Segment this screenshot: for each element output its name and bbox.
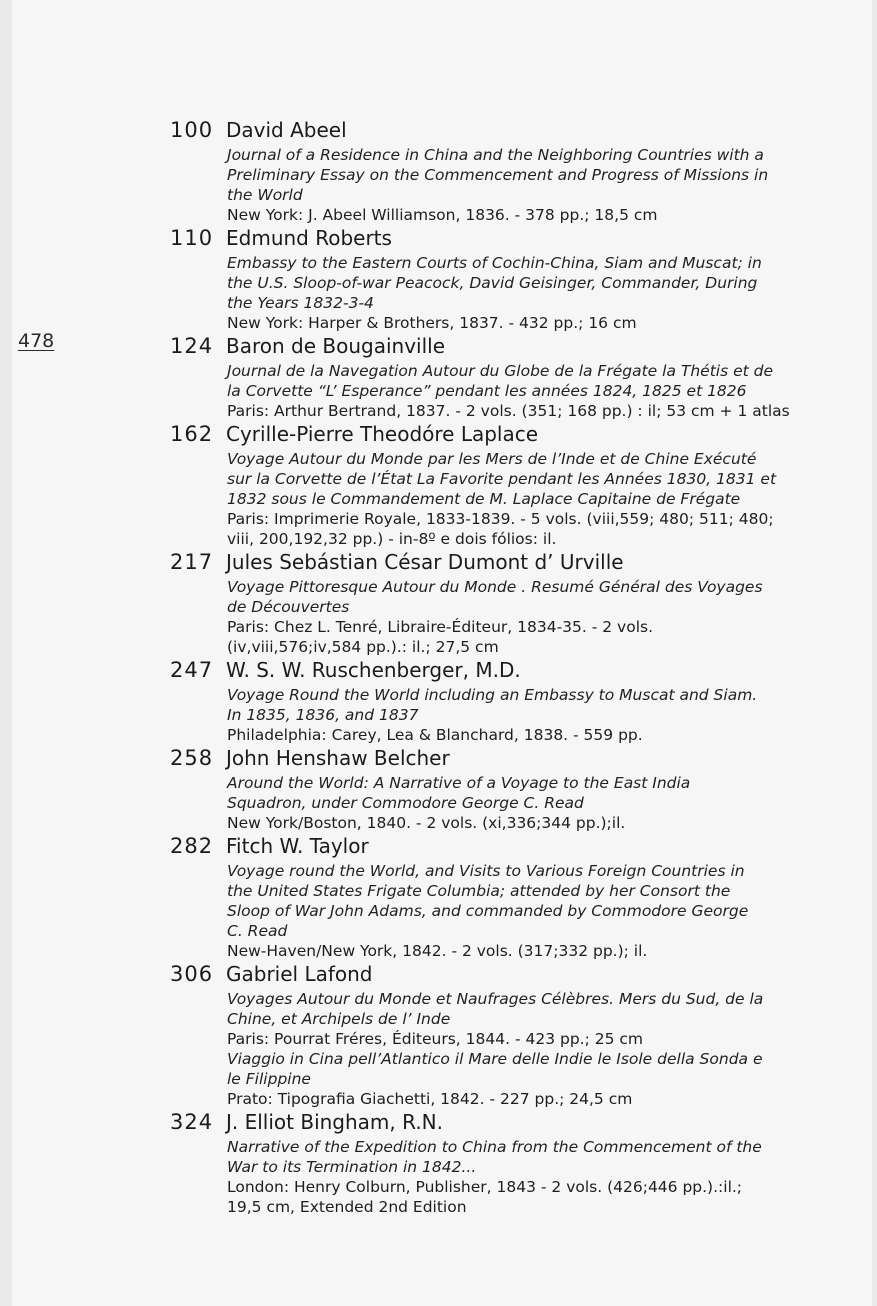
entry-heading bbox=[170, 550, 830, 577]
entry-heading bbox=[170, 226, 830, 253]
catalog-page bbox=[12, 0, 872, 1306]
entry-number: 124 bbox=[170, 334, 214, 358]
entry-number: 247 bbox=[170, 658, 214, 682]
entry-title: Voyages Autour du Monde et Naufrages Célèbres. Mers du Sud, de la Chine, et Archipels de l’ Inde bbox=[227, 990, 764, 1028]
entry-title: Around the World: A Narrative of a Voyage to the East India Squadron, under Commodore George C. Read bbox=[227, 774, 691, 812]
entry-heading bbox=[170, 962, 830, 989]
entry-heading bbox=[170, 658, 830, 685]
entry-title: Embassy to the Eastern Courts of Cochin-China, Siam and Muscat; in the U.S. Sloop-of-war Peacock, David Geisinger, Commander, During the Years 1832-3-4 bbox=[227, 254, 762, 312]
entry-author: J. Elliot Bingham, R.N. bbox=[226, 1110, 443, 1134]
catalog-entry bbox=[170, 118, 830, 225]
entry-author: W. S. W. Ruschenberger, M.D. bbox=[226, 658, 521, 682]
entry-number: 282 bbox=[170, 834, 214, 858]
entry-heading bbox=[170, 118, 830, 145]
entry-number: 110 bbox=[170, 226, 214, 250]
catalog-entry bbox=[170, 550, 830, 657]
catalog-entry bbox=[170, 658, 830, 745]
entry-imprint: New York/Boston, 1840. - 2 vols. (xi,336;344 pp.);il. bbox=[227, 814, 626, 832]
catalog-entry-list bbox=[170, 118, 830, 1218]
entry-title: Journal de la Navegation Autour du Globe de la Frégate la Thétis et de la Corvette “L’ Esperance” pendant les années 1824, 1825 et 1826 bbox=[227, 362, 773, 400]
entry-author: Jules Sebástian César Dumont d’ Urville bbox=[226, 550, 624, 574]
entry-body bbox=[227, 449, 830, 549]
entry-number: 258 bbox=[170, 746, 214, 770]
entry-body bbox=[227, 861, 830, 961]
entry-heading bbox=[170, 334, 830, 361]
entry-imprint: Paris: Chez L. Tenré, Libraire-Éditeur, 1834-35. - 2 vols. (iv,viii,576;iv,584 pp.).: il.; 27,5 cm bbox=[227, 618, 654, 656]
entry-title: Voyage Autour du Monde par les Mers de l’Inde et de Chine Exécuté sur la Corvette de l’État La Favorite pendant les Années 1830, 1831 et 1832 sous le Commandement de M. Laplace Capitaine de Frégate bbox=[227, 450, 777, 508]
catalog-entry bbox=[170, 746, 830, 833]
entry-body bbox=[227, 361, 830, 421]
entry-number: 306 bbox=[170, 962, 214, 986]
entry-author: Gabriel Lafond bbox=[226, 962, 373, 986]
entry-body bbox=[227, 145, 830, 225]
entry-heading bbox=[170, 834, 830, 861]
page-number: 478 bbox=[18, 330, 55, 352]
entry-number: 162 bbox=[170, 422, 214, 446]
entry-heading bbox=[170, 1110, 830, 1137]
entry-imprint: London: Henry Colburn, Publisher, 1843 - 2 vols. (426;446 pp.).:il.; 19,5 cm, Extended 2nd Edition bbox=[227, 1178, 743, 1216]
entry-number: 217 bbox=[170, 550, 214, 574]
entry-author: Cyrille-Pierre Theodóre Laplace bbox=[226, 422, 539, 446]
entry-author: Edmund Roberts bbox=[226, 226, 392, 250]
entry-second-imprint: Prato: Tipografia Giachetti, 1842. - 227 pp.; 24,5 cm bbox=[227, 1090, 633, 1108]
entry-second-title: Viaggio in Cina pell’Atlantico il Mare delle Indie le Isole della Sonda e le Filippine bbox=[227, 1050, 763, 1088]
entry-title: Voyage Pittoresque Autour du Monde . Resumé Général des Voyages de Découvertes bbox=[227, 578, 763, 616]
entry-author: Fitch W. Taylor bbox=[226, 834, 369, 858]
entry-body bbox=[227, 989, 830, 1109]
catalog-entry bbox=[170, 1110, 830, 1217]
entry-title: Narrative of the Expedition to China from the Commencement of the War to its Termination in 1842... bbox=[227, 1138, 762, 1176]
catalog-entry bbox=[170, 834, 830, 961]
entry-imprint: Paris: Pourrat Fréres, Éditeurs, 1844. - 423 pp.; 25 cm bbox=[227, 1030, 644, 1048]
entry-body bbox=[227, 577, 830, 657]
entry-author: Baron de Bougainville bbox=[226, 334, 446, 358]
entry-imprint: Philadelphia: Carey, Lea & Blanchard, 1838. - 559 pp. bbox=[227, 726, 643, 744]
entry-body bbox=[227, 685, 830, 745]
entry-title: Journal of a Residence in China and the Neighboring Countries with a Preliminary Essay on the Commencement and Progress of Missions in the World bbox=[227, 146, 769, 204]
entry-body bbox=[227, 773, 830, 833]
entry-imprint: New York: J. Abeel Williamson, 1836. - 378 pp.; 18,5 cm bbox=[227, 206, 658, 224]
entry-imprint: Paris: Imprimerie Royale, 1833-1839. - 5 vols. (viii,559; 480; 511; 480; viii, 200,192,32 pp.) - in-8º e dois fólios: il. bbox=[227, 510, 774, 548]
entry-number: 324 bbox=[170, 1110, 214, 1134]
entry-title: Voyage round the World, and Visits to Various Foreign Countries in the United States Frigate Columbia; attended by her Consort the Sloop of War John Adams, and commanded by Commodore George C. Read bbox=[227, 862, 749, 940]
entry-heading bbox=[170, 422, 830, 449]
entry-author: John Henshaw Belcher bbox=[226, 746, 450, 770]
catalog-entry bbox=[170, 962, 830, 1109]
entry-imprint: New-Haven/New York, 1842. - 2 vols. (317;332 pp.); il. bbox=[227, 942, 648, 960]
entry-title: Voyage Round the World including an Embassy to Muscat and Siam. In 1835, 1836, and 1837 bbox=[227, 686, 758, 724]
entry-imprint: Paris: Arthur Bertrand, 1837. - 2 vols. (351; 168 pp.) : il; 53 cm + 1 atlas bbox=[227, 402, 790, 420]
catalog-entry bbox=[170, 226, 830, 333]
entry-imprint: New York: Harper & Brothers, 1837. - 432 pp.; 16 cm bbox=[227, 314, 637, 332]
entry-body bbox=[227, 1137, 830, 1217]
catalog-entry bbox=[170, 422, 830, 549]
entry-body bbox=[227, 253, 830, 333]
catalog-entry bbox=[170, 334, 830, 421]
entry-heading bbox=[170, 746, 830, 773]
entry-author: David Abeel bbox=[226, 118, 347, 142]
entry-number: 100 bbox=[170, 118, 214, 142]
